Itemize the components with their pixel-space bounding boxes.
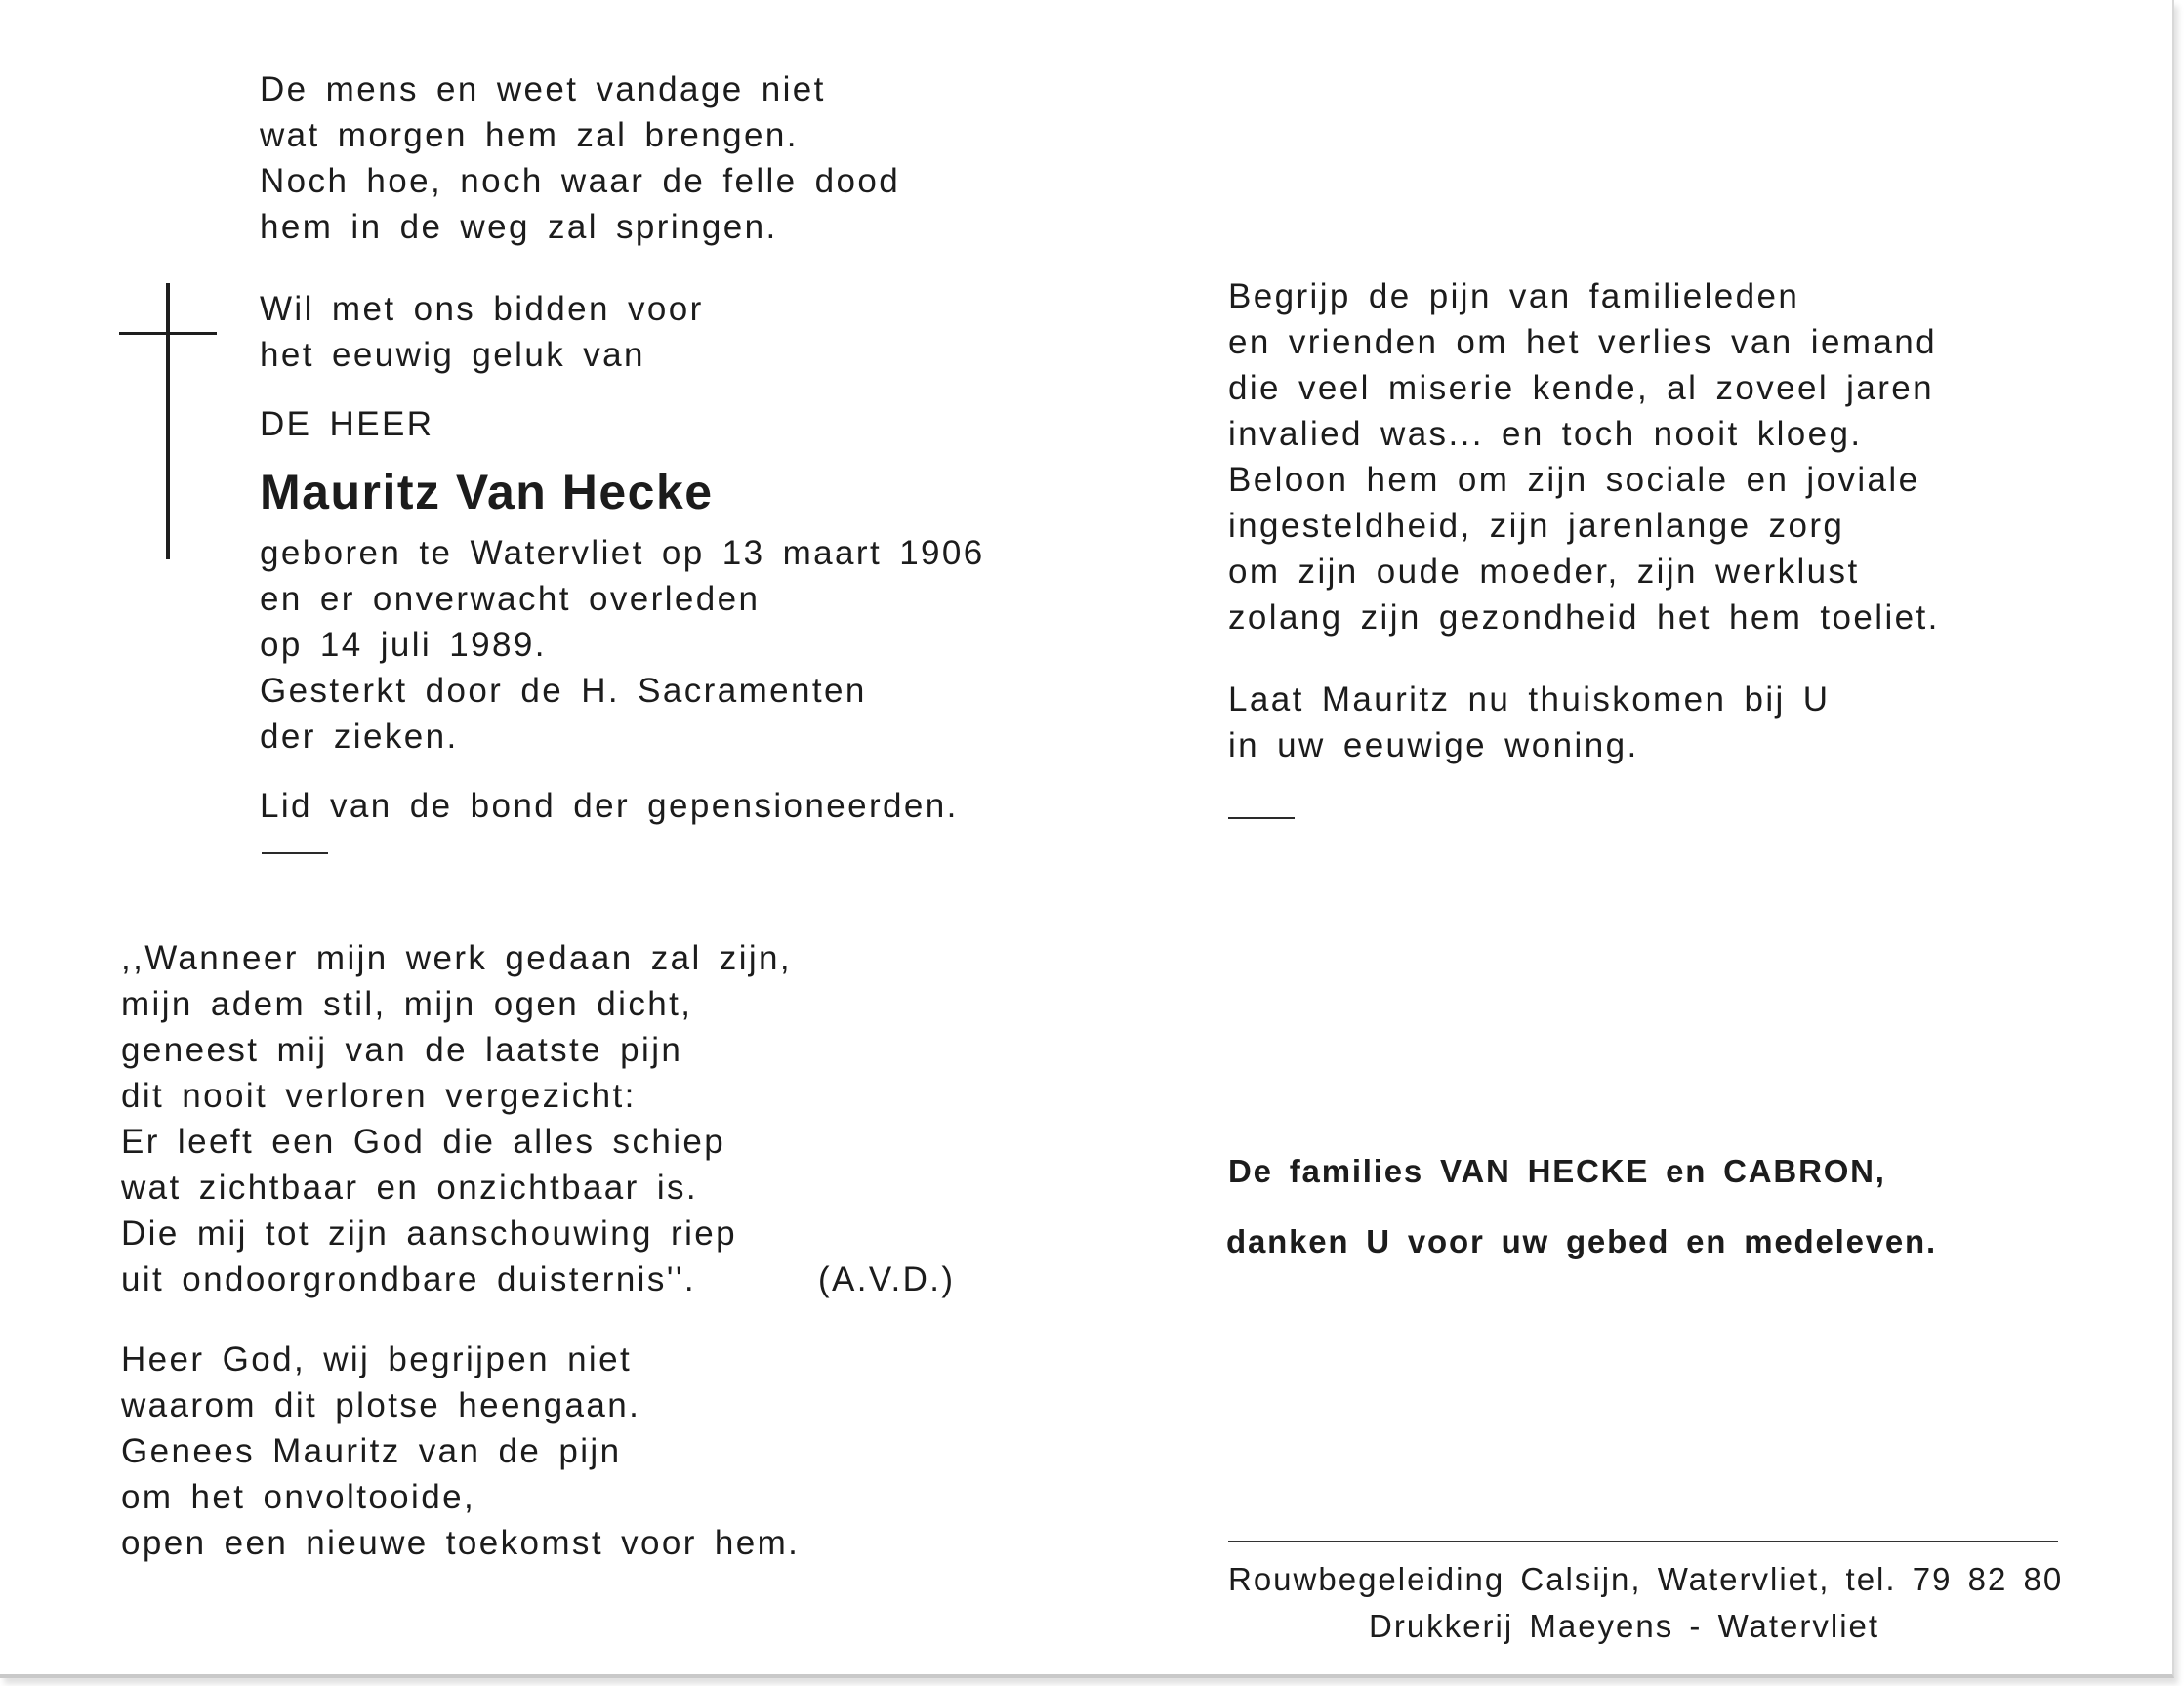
divider-dash-right (1228, 817, 1295, 819)
closing-line: open een nieuwe toekomst voor hem. (121, 1524, 801, 1562)
title-de-heer: DE HEER (260, 405, 434, 443)
detail-line: Gesterkt door de H. Sacramenten (260, 672, 867, 710)
quote-line: geneest mij van de laatste pijn (121, 1031, 683, 1069)
quote-line: dit nooit verloren vergezicht: (121, 1077, 637, 1115)
life-details (260, 530, 985, 760)
footer (1228, 1556, 2063, 1650)
opening-verse (260, 66, 900, 250)
quote-line: ,,Wanneer mijn werk gedaan zal zijn, (121, 939, 793, 977)
verse-line: De mens en weet vandage niet (260, 70, 826, 108)
quote-line: uit ondoorgrondbare duisternis''. (121, 1260, 697, 1298)
funeral-director: Rouwbegeleiding Calsijn, Watervliet, tel. 79 82 80 (1228, 1561, 2064, 1597)
closing-line: Heer God, wij begrijpen niet (121, 1340, 633, 1378)
intro-line: het eeuwig geluk van (260, 336, 645, 374)
homecoming (1228, 677, 1831, 768)
quote-line: Er leeft een God die alles schiep (121, 1123, 726, 1161)
footer-rule (1228, 1541, 2058, 1542)
closing-line: Genees Mauritz van de pijn (121, 1432, 622, 1470)
detail-line: en er onverwacht overleden (260, 580, 761, 618)
prayer-line: Beloon hem om zijn sociale en joviale (1228, 461, 1920, 499)
cross-icon (166, 283, 170, 559)
cross-icon-bar (119, 332, 217, 335)
detail-line: geboren te Watervliet op 13 maart 1906 (260, 534, 985, 572)
prayer-line: Begrijp de pijn van familieleden (1228, 277, 1800, 315)
detail-line: der zieken. (260, 718, 459, 756)
homecoming-line: Laat Mauritz nu thuiskomen bij U (1228, 680, 1831, 719)
closing-line: waarom dit plotse heengaan. (121, 1386, 641, 1424)
verse-line: wat morgen hem zal brengen. (260, 116, 799, 154)
membership: Lid van de bond der gepensioneerden. (260, 787, 959, 825)
verse-line: Noch hoe, noch waar de felle dood (260, 162, 901, 200)
quote-verse (121, 935, 792, 1302)
right-prayer (1228, 273, 1940, 640)
thanks-prayers: danken U voor uw gebed en medeleven. (1226, 1223, 1937, 1259)
prayer-line: om zijn oude moeder, zijn werklust (1228, 553, 1860, 591)
closing-prayer (121, 1336, 800, 1566)
quote-line: wat zichtbaar en onzichtbaar is. (121, 1169, 699, 1207)
printer: Drukkerij Maeyens - Watervliet (1369, 1608, 1880, 1644)
divider-dash-left (262, 852, 328, 854)
prayer-line: zolang zijn gezondheid het hem toeliet. (1228, 598, 1940, 637)
prayer-line: ingesteldheid, zijn jarenlange zorg (1228, 507, 1845, 545)
closing-line: om het onvoltooide, (121, 1478, 476, 1516)
detail-line: op 14 juli 1989. (260, 626, 547, 664)
prayer-line: en vrienden om het verlies van iemand (1228, 323, 1937, 361)
prayer-line: die veel miserie kende, al zoveel jaren (1228, 369, 1934, 407)
intro-line: Wil met ons bidden voor (260, 290, 704, 328)
thanks-families: De families VAN HECKE en CABRON, (1228, 1153, 1886, 1189)
verse-line: hem in de weg zal springen. (260, 208, 778, 246)
prayer-intro (260, 286, 704, 378)
quote-line: Die mij tot zijn aanschouwing riep (121, 1214, 738, 1253)
quote-line: mijn adem stil, mijn ogen dicht, (121, 985, 693, 1023)
prayer-line: invalied was... en toch nooit kloeg. (1228, 415, 1863, 453)
homecoming-line: in uw eeuwige woning. (1228, 726, 1639, 764)
quote-attribution: (A.V.D.) (818, 1260, 956, 1298)
deceased-name: Mauritz Van Hecke (260, 465, 714, 519)
